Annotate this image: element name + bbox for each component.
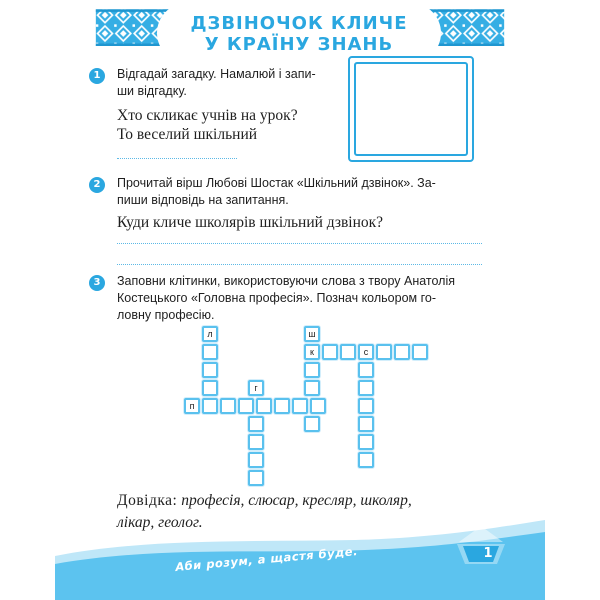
task2-answer-line2[interactable]: [117, 264, 482, 265]
crossword-cell[interactable]: [304, 380, 320, 396]
workbook-page: [55, 0, 545, 600]
task3-instruction-line3: ловну професію.: [117, 308, 215, 322]
task2-number: 2: [89, 177, 105, 193]
crossword-cell[interactable]: [202, 362, 218, 378]
page-title-line1: ДЗВІНОЧОК КЛИЧЕ: [190, 13, 408, 34]
crossword-cell[interactable]: с: [358, 344, 374, 360]
crossword-cell[interactable]: г: [248, 380, 264, 396]
crossword-cell[interactable]: ш: [304, 326, 320, 342]
crossword-cell[interactable]: [310, 398, 326, 414]
task2-instruction-line2: пиши відповідь на запитання.: [117, 193, 289, 207]
crossword-cell[interactable]: [358, 380, 374, 396]
crossword-cell[interactable]: [248, 452, 264, 468]
crossword-cell[interactable]: [256, 398, 272, 414]
crossword-cell[interactable]: [248, 434, 264, 450]
crossword-cell[interactable]: [238, 398, 254, 414]
crossword-cell[interactable]: к: [304, 344, 320, 360]
crossword-cell[interactable]: [322, 344, 338, 360]
reference-words-2: лікар, геолог.: [117, 514, 203, 531]
crossword-cell[interactable]: [358, 452, 374, 468]
drawing-frame-inner: [354, 62, 468, 156]
task3-instruction-line1: Заповни клітинки, використовуючи слова з твору Анатолія: [117, 274, 455, 288]
crossword-cell[interactable]: [220, 398, 236, 414]
crossword-cell[interactable]: [412, 344, 428, 360]
task1-answer-line[interactable]: [117, 158, 237, 159]
crossword-cell[interactable]: п: [184, 398, 200, 414]
crossword-cell[interactable]: [292, 398, 308, 414]
crossword-cell[interactable]: [304, 362, 320, 378]
crossword-cell[interactable]: [202, 380, 218, 396]
task2-answer-line1[interactable]: [117, 243, 482, 244]
task3-instruction-line2: Костецького «Головна професія». Познач кольором го-: [117, 291, 436, 305]
page-number: 1: [483, 546, 493, 561]
crossword-cell[interactable]: [304, 416, 320, 432]
page-title-line2: У КРАЇНУ ЗНАНЬ: [204, 34, 394, 55]
task2-question: Куди кличе школярів шкільний дзвінок?: [117, 214, 384, 231]
crossword-cell[interactable]: [376, 344, 392, 360]
reference-words: професія, слюсар, кресляр, школяр,: [181, 492, 412, 509]
crossword-cell[interactable]: [358, 362, 374, 378]
crossword-cell[interactable]: л: [202, 326, 218, 342]
crossword-cell[interactable]: [274, 398, 290, 414]
task1-riddle-line2: То веселий шкільний: [117, 126, 258, 143]
title-banner: [159, 5, 439, 61]
crossword-cell[interactable]: [340, 344, 356, 360]
task1-riddle-line1: Хто скликає учнів на урок?: [117, 107, 298, 124]
task1-number: 1: [89, 68, 105, 84]
crossword-cell[interactable]: [358, 398, 374, 414]
crossword-cell[interactable]: [202, 398, 218, 414]
crossword-cell[interactable]: [202, 344, 218, 360]
task3-number: 3: [89, 275, 105, 291]
task1-instruction-line2: ши відгадку.: [117, 84, 187, 98]
task2-instruction-line1: Прочитай вірш Любові Шостак «Шкільний дзвінок». За-: [117, 176, 436, 190]
reference-label: Довідка:: [117, 492, 178, 509]
drawing-frame[interactable]: [348, 56, 474, 162]
crossword-cell[interactable]: [248, 470, 264, 486]
task1-instruction-line1: Відгадай загадку. Намалюй і запи-: [117, 67, 316, 81]
crossword-cell[interactable]: [394, 344, 410, 360]
footer-motto: Аби розум, а щастя буде.: [174, 544, 359, 574]
crossword-cell[interactable]: [248, 416, 264, 432]
crossword-cell[interactable]: [358, 434, 374, 450]
crossword-cell[interactable]: [358, 416, 374, 432]
